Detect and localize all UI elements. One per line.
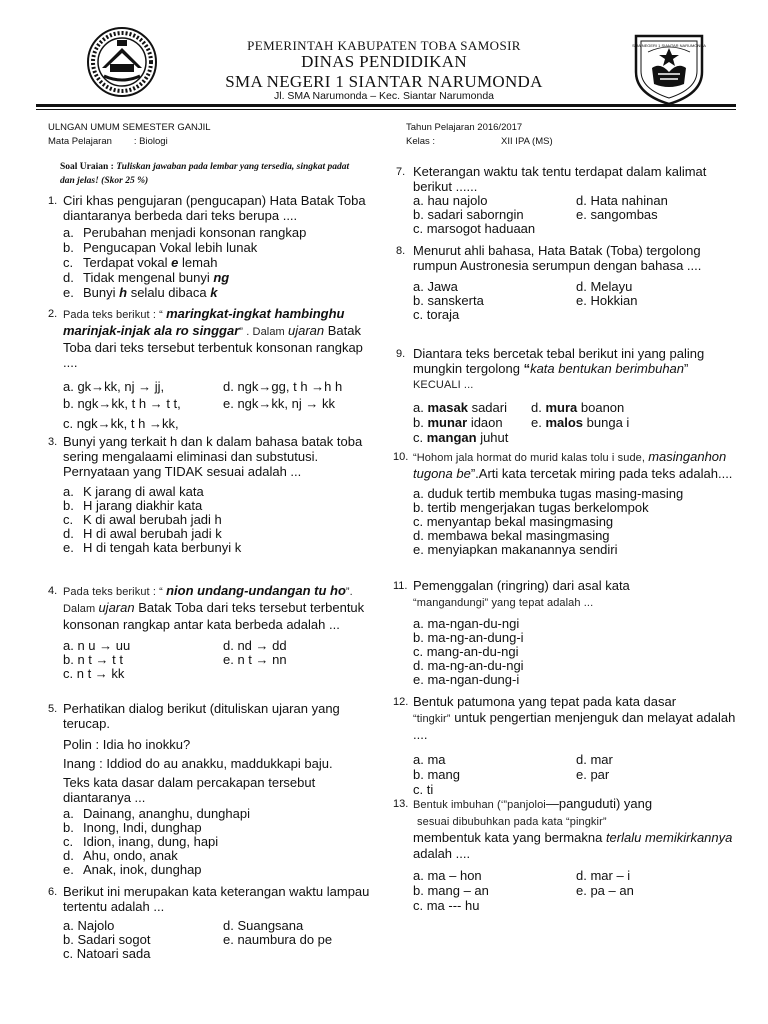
option-e: e. ma-ngan-dung-i <box>413 672 520 687</box>
options <box>413 280 736 322</box>
quote-close: ” <box>684 361 689 376</box>
instruction-text: Tuliskan jawaban pada lembar yang tersedia, singkat padat dan jelas! (Skor 25 %) <box>60 162 350 186</box>
option-text: Terdapat vokal <box>83 255 172 270</box>
option-a: a. duduk tertib membuka tugas masing-masing <box>413 486 684 501</box>
option-e: e. n t → nn <box>223 652 287 667</box>
option-emphasis: h <box>119 285 128 300</box>
options <box>413 617 736 687</box>
option-e: e. malos bunga i <box>531 415 630 430</box>
question-kecuali: KECUALI ... <box>413 379 474 391</box>
question-dash: —panguduti <box>545 796 616 811</box>
question-10 <box>393 449 736 557</box>
question-7 <box>396 164 736 236</box>
question-number: 9. <box>396 348 406 360</box>
quote-open: “ <box>523 361 531 376</box>
option-b: b. munar idaon <box>413 415 503 430</box>
option-a: a. Dainang, ananghu, dunghapi <box>63 806 250 821</box>
letterhead-thin-rule <box>36 109 736 110</box>
question-lead: “Hohom jala hormat do murid kalas tolu i sude, <box>413 452 649 464</box>
option-d: d. Melayu <box>576 279 633 294</box>
option-d: d. mar <box>576 752 613 767</box>
instruction-lead: Soal Uraian : <box>60 162 117 172</box>
option-text: Tidak mengenal bunyi <box>83 270 214 285</box>
option-c: c. Terdapat vokal e lemah <box>63 255 218 270</box>
school-year: Tahun Pelajaran 2016/2017 <box>406 122 523 133</box>
question-text <box>63 306 373 370</box>
question-line3: membentuk kata yang bermakna <box>413 830 606 845</box>
option-e: e. menyiapkan makanannya sendiri <box>413 542 618 557</box>
subject-row <box>48 135 211 149</box>
question-lead2: ) yang <box>615 796 653 811</box>
option-emphasis: e <box>171 255 179 270</box>
exam-title: ULNGAN UMUM SEMESTER GANJIL <box>48 122 211 133</box>
option-a: a. Perubahan menjadi konsonan rangkap <box>63 225 307 240</box>
option-d: d. membawa bekal masingmasing <box>413 528 610 543</box>
question-12 <box>393 694 736 797</box>
option-text: Idion, inang, dung, hapi <box>83 834 219 849</box>
option-b: b. mang – an <box>413 883 489 898</box>
question-lead: Pada teks berikut : “ <box>63 586 167 598</box>
letterhead <box>0 30 768 105</box>
question-end: adalah .... <box>413 846 471 861</box>
option-b: b. ma-ng-an-dung-i <box>413 630 524 645</box>
option-a: a. Najolo <box>63 918 115 933</box>
question-6 <box>48 884 373 961</box>
question-number: 12. <box>393 696 409 708</box>
option-d: d. ngk→gg, t h →h h <box>223 379 343 394</box>
option-c: c. Natoari sada <box>63 946 151 961</box>
option-c: c. ti <box>413 782 434 797</box>
subject-value: : Biologi <box>133 136 168 147</box>
option-a: a. Jawa <box>413 279 458 294</box>
option-a: a. ma – hon <box>413 868 482 883</box>
option-emphasis: ng <box>213 270 230 285</box>
question-lead: Bentuk imbuhan (‘”panjoloi <box>413 799 546 811</box>
class-label: Kelas : <box>406 136 436 147</box>
options <box>63 639 373 681</box>
options <box>63 225 373 300</box>
question-rest: untuk pengertian menjenguk dan melayat adalah .... <box>413 710 736 742</box>
option-text: K di awal berubah jadi h <box>83 512 222 527</box>
option-d: d. Hata nahinan <box>576 193 668 208</box>
question-rest: ”.Arti kata tercetak miring pada teks adalah.... <box>470 466 733 481</box>
option-c: c. mang-an-du-ngi <box>413 644 519 659</box>
question-5 <box>48 701 373 877</box>
letterhead-line-2: DINAS PENDIDIKAN <box>301 52 467 71</box>
options <box>63 807 373 877</box>
option-b: b. ngk→kk, t h → t t, <box>63 396 181 411</box>
question-3 <box>48 434 373 555</box>
option-a: a. ma-ngan-du-ngi <box>413 616 520 631</box>
question-number: 6. <box>48 886 58 898</box>
option-e: e. Hokkian <box>576 293 638 308</box>
options <box>63 485 373 555</box>
option-a: a. gk→kk, nj → jj, <box>63 379 165 394</box>
options <box>413 487 736 557</box>
question-text: Berikut ini merupakan kata keterangan waktu lampau tertentu adalah ... <box>63 884 370 914</box>
question-number: 3. <box>48 436 58 448</box>
option-d: d. mar – i <box>576 868 631 883</box>
option-text: Perubahan menjadi konsonan rangkap <box>83 225 307 240</box>
option-emphasis: k <box>210 285 218 300</box>
option-b: b. H jarang diakhir kata <box>63 498 203 513</box>
question-text <box>413 346 736 393</box>
question-ujaran: ujaran <box>287 323 325 338</box>
question-rest: “mangandungi” yang tepat adalah ... <box>413 597 594 609</box>
question-line2: sesuai dibubuhkan pada kata “pingkir” <box>417 816 607 828</box>
option-text: Dainang, ananghu, dunghapi <box>83 806 250 821</box>
option-d: d. Suangsana <box>223 918 304 933</box>
question-8 <box>396 243 736 322</box>
options <box>413 868 736 913</box>
question-quote: maringkat-ingkat hambinghu marinjak-injak ala ro singgar <box>63 306 345 338</box>
question-text <box>413 578 736 611</box>
option-text: Bunyi <box>83 285 120 300</box>
option-text: H jarang diakhir kata <box>83 498 203 513</box>
shield-text: SMA NEGERI 1 SIANTAR NARUMONDA <box>632 43 706 48</box>
question-number: 8. <box>396 245 406 257</box>
option-text: Inong, Indi, dunghap <box>83 820 202 835</box>
option-e: e. H di tengah kata berbunyi k <box>63 540 242 555</box>
option-c: c. n t → kk <box>63 666 125 681</box>
option-b: b. n t → t t <box>63 652 123 667</box>
option-text: selalu dibaca <box>127 285 211 300</box>
question-1 <box>48 193 373 300</box>
question-number: 5. <box>48 703 58 715</box>
subject-label: Mata Pelajaran <box>48 136 112 147</box>
option-d: d. Tidak mengenal bunyi ng <box>63 270 230 285</box>
option-text: Ahu, ondo, anak <box>83 848 178 863</box>
option-b: b. sanskerta <box>413 293 484 308</box>
question-quote: nion undang-undangan tu ho <box>166 583 346 598</box>
question-number: 2. <box>48 308 58 320</box>
option-e: e. Anak, inok, dunghap <box>63 862 202 877</box>
question-text: Bunyi yang terkait h dan k dalam bahasa batak toba sering mengalaami eliminasi dan substutusi. Pernyataan yang TIDAK sesuai adalah ... <box>63 434 363 479</box>
option-text: H di tengah kata berbunyi k <box>83 540 242 555</box>
option-d: d. H di awal berubah jadi k <box>63 526 222 541</box>
question-quote: kata bentukan berimbuhan <box>530 361 685 376</box>
question-lead: Diantara teks bercetak tebal berikut ini yang paling mungkin tergolong <box>413 346 705 376</box>
option-b: b. tertib mengerjakan tugas berkelompok <box>413 500 649 515</box>
option-e: e. par <box>576 767 610 782</box>
question-lead: Pada teks berikut : “ <box>63 309 167 321</box>
letterhead-thick-rule <box>36 104 736 107</box>
question-text <box>413 694 736 743</box>
letterhead-address: Jl. SMA Narumonda – Kec. Siantar Narumonda <box>273 90 495 102</box>
option-c: c. ma --- hu <box>413 898 480 913</box>
option-b: b. Inong, Indi, dunghap <box>63 820 202 835</box>
instruction <box>60 160 350 188</box>
class-value: XII IPA (MS) <box>501 136 553 147</box>
question-text: Keterangan waktu tak tentu terdapat dalam kalimat berikut ...... <box>413 164 707 194</box>
option-c: c. marsogot haduaan <box>413 221 536 236</box>
option-e: e. ngk→kk, nj → kk <box>223 396 335 411</box>
option-b: b. Pengucapan Vokal lebih lunak <box>63 240 258 255</box>
option-c: c. menyantap bekal masingmasing <box>413 514 614 529</box>
question-9 <box>396 346 736 445</box>
dialog-inang: Inang : Iddiod do au anakku, maddukkapi baju. <box>63 756 333 771</box>
question-number: 13. <box>393 798 409 810</box>
class-row <box>406 135 553 149</box>
option-e: e. pa – an <box>576 883 634 898</box>
options <box>413 400 736 445</box>
question-number: 4. <box>48 585 58 597</box>
question-ask: Teks kata dasar dalam percakapan tersebut diantaranya ... <box>63 775 316 805</box>
option-text: Anak, inok, dunghap <box>83 862 202 877</box>
option-d: d. ma-ng-an-du-ngi <box>413 658 524 673</box>
option-a: a. n u → uu <box>63 638 131 653</box>
question-text <box>413 796 736 862</box>
option-text: K jarang di awal kata <box>83 484 204 499</box>
options <box>63 379 373 431</box>
question-13 <box>393 796 736 913</box>
question-11 <box>393 578 736 687</box>
exam-info-left <box>48 121 211 149</box>
question-text: Ciri khas pengujaran (pengucapan) Hata Batak Toba diantaranya berbeda dari teks berupa .... <box>63 193 366 223</box>
option-d: d. nd → dd <box>223 638 287 653</box>
question-text <box>413 449 736 482</box>
option-c: c. ngk→kk, t h →kk, <box>63 416 179 431</box>
question-italic: terlalu memikirkannya <box>605 830 733 845</box>
question-after: ” . Dalam <box>239 326 288 338</box>
question-word: “tingkir” <box>413 713 451 725</box>
option-c: c. Idion, inang, dung, hapi <box>63 834 219 849</box>
dialog-polin: Polin : Idia ho inokku? <box>63 737 191 752</box>
letterhead-line-1: PEMERINTAH KABUPATEN TOBA SAMOSIR <box>247 38 521 53</box>
options <box>413 194 736 236</box>
question-ujaran: ujaran <box>98 600 135 615</box>
question-lead: Bentuk patumona yang tepat pada kata dasar <box>413 694 677 709</box>
option-text: Pengucapan Vokal lebih lunak <box>83 240 258 255</box>
option-c: c. mangan juhut <box>413 430 509 445</box>
question-2 <box>48 306 373 431</box>
question-rest: Batak Toba dari teks tersebut terbentuk konsonan rangkap antar kata berbeda adalah ... <box>63 600 365 632</box>
option-b: b. sadari saborngin <box>413 207 524 222</box>
question-rest: Batak Toba dari teks tersebut terbentuk konsonan rangkap .... <box>63 323 363 370</box>
question-number: 7. <box>396 166 406 178</box>
question-text: Perhatikan dialog berikut (dituliskan ujaran yang terucap. <box>63 701 340 731</box>
option-e: e. sangombas <box>576 207 658 222</box>
option-a: a. masak sadari <box>413 400 507 415</box>
letterhead-line-3: SMA NEGERI 1 SIANTAR NARUMONDA <box>225 72 543 91</box>
option-e: e. naumbura do pe <box>223 932 333 947</box>
question-lead: Pemenggalan (ringring) dari asal kata <box>413 578 630 593</box>
option-e: e. Bunyi h selalu dibaca k <box>63 285 218 300</box>
options <box>413 752 736 797</box>
option-c: c. toraja <box>413 307 460 322</box>
option-a: a. hau najolo <box>413 193 488 208</box>
options <box>63 919 373 961</box>
question-4 <box>48 583 373 681</box>
exam-info-right <box>406 121 553 149</box>
option-d: d. Ahu, ondo, anak <box>63 848 178 863</box>
option-d: d. mura boanon <box>531 400 625 415</box>
question-number: 10. <box>393 451 409 463</box>
option-a: a. K jarang di awal kata <box>63 484 204 499</box>
question-number: 1. <box>48 195 58 207</box>
question-text <box>63 583 373 632</box>
option-text: lemah <box>178 255 218 270</box>
question-text: Menurut ahli bahasa, Hata Batak (Toba) tergolong rumpun Austronesia serumpun dengan bahasa .... <box>413 243 702 273</box>
option-c: c. K di awal berubah jadi h <box>63 512 222 527</box>
option-b: b. Sadari sogot <box>63 932 151 947</box>
question-quote: masinganhon tugona be <box>413 449 727 481</box>
question-number: 11. <box>393 580 408 592</box>
option-text: H di awal berubah jadi k <box>83 526 222 541</box>
question-after: ”. Dalam <box>63 586 353 615</box>
option-a: a. ma <box>413 752 446 767</box>
option-b: b. mang <box>413 767 460 782</box>
